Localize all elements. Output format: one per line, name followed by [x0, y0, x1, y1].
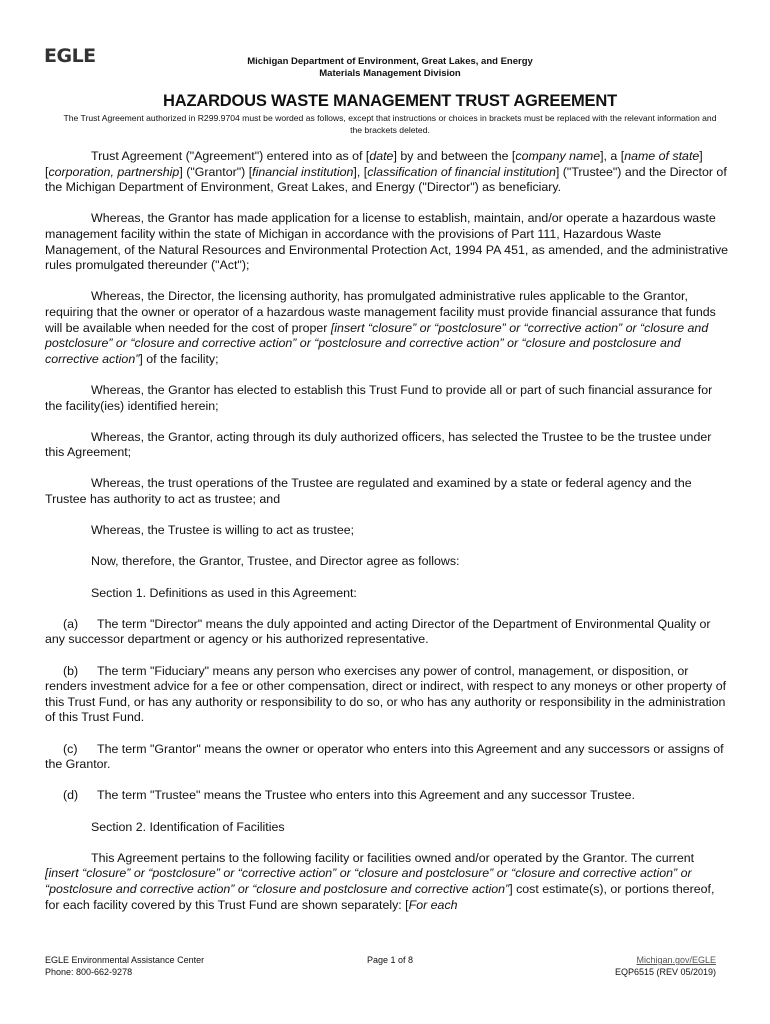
agreement-body	[45, 149, 731, 929]
intro-paragraph: Trust Agreement ("Agreement") entered into as of [date] by and between the [company name], a [name of state] [corporation, partnership] ("Grantor") [financial institution], [classification of financial institution] ("Trustee") and the Director of the Michigan Department of Environment, Great Lakes, and Energy ("Director") as beneficiary.	[45, 149, 727, 195]
agree-paragraph: Now, therefore, the Grantor, Trustee, and Director agree as follows:	[91, 554, 460, 569]
form-number: EQP6515 (REV 05/2019)	[614, 967, 716, 977]
footer-right	[615, 954, 716, 978]
definition-director: (a) The term "Director" means the duly appointed and acting Director of the Department of Environmental Quality or any successor department or agency or his authorized representative.	[45, 616, 711, 647]
instructions-note: The Trust Agreement authorized in R299.9704 must be worded as follows, except that instructions or choices in brackets must be replaced with the relevant information and the brackets deleted.	[63, 113, 717, 135]
egle-website-link[interactable]: Michigan.gov/EGLE	[636, 955, 716, 965]
definition-fiduciary: (b) The term "Fiduciary" means any person who exercises any power of control, management, or disposition, or renders investment advice for a fee or other compensation, direct or indirect, with respect to any moneys or other property of this Trust Fund, or has any authority or responsibility to do so, or who has any authority or responsibility in the administration of this Trust Fund.	[45, 663, 727, 725]
page-number: Page 1 of 8	[367, 955, 414, 965]
assistance-center: EGLE Environmental Assistance Center	[45, 955, 205, 965]
phone-number: Phone: 800-662-9278	[45, 967, 133, 977]
footer-contact	[45, 954, 204, 978]
whereas-trustee-selected-paragraph: Whereas, the Grantor, acting through its duly authorized officers, has selected the Trustee to be the trustee under this Agreement;	[45, 429, 712, 460]
whereas-regulated-paragraph: Whereas, the trust operations of the Trustee are regulated and examined by a state or federal agency and the Trustee has authority to act as trustee; and	[45, 476, 692, 507]
whereas-rules-paragraph: Whereas, the Director, the licensing authority, has promulgated administrative rules applicable to the Grantor, requiring that the owner or operator of a hazardous waste management facility must provide financial assurance that funds will be available when needed for the cost of proper [insert “closure” or “postclosure” or “corrective action” or “closure and postclosure” or “closure and corrective action” or “postclosure and corrective action” or “closure and postclosure and corrective action”] of the facility;	[45, 289, 716, 366]
section-1-heading: Section 1. Definitions as used in this Agreement:	[91, 585, 357, 600]
egle-logo: EGLE	[44, 45, 96, 67]
document-title: HAZARDOUS WASTE MANAGEMENT TRUST AGREEMENT	[163, 92, 617, 110]
definition-trustee: (d) The term "Trustee" means the Trustee who enters into this Agreement and any successor Trustee.	[63, 788, 635, 803]
whereas-trust-fund-paragraph: Whereas, the Grantor has elected to establish this Trust Fund to provide all or part of such financial assurance for the facility(ies) identified herein;	[45, 382, 713, 413]
section-2-heading: Section 2. Identification of Facilities	[91, 819, 285, 834]
agency-name: Michigan Department of Environment, Great Lakes, and Energy	[247, 56, 533, 67]
whereas-willing-paragraph: Whereas, the Trustee is willing to act as trustee;	[91, 523, 355, 538]
agency-header	[0, 56, 770, 80]
division-name: Materials Management Division	[319, 68, 461, 79]
whereas-license-paragraph: Whereas, the Grantor has made application for a license to establish, maintain, and/or operate a hazardous waste management facility within the state of Michigan in accordance with the provisions of Part 111, Hazardous Waste Management, of the Natural Resources and Environmental Protection Act, 1994 PA 451, as amended, and the administrative rules promulgated thereunder ("Act");	[45, 211, 729, 273]
definition-grantor: (c) The term "Grantor" means the owner or operator who enters into this Agreement and any successors or assigns of the Grantor.	[45, 741, 724, 772]
facilities-paragraph: This Agreement pertains to the following facility or facilities owned and/or operated by the Grantor. The current [insert “closure” or “postclosure” or “corrective action” or “closure and postclosure” or “closure and corrective action” or “postclosure and corrective action” or “closure and postclosure and corrective action”] cost estimate(s), or portions thereof, for each facility covered by this Trust Fund are shown separately: [For each	[45, 850, 715, 912]
